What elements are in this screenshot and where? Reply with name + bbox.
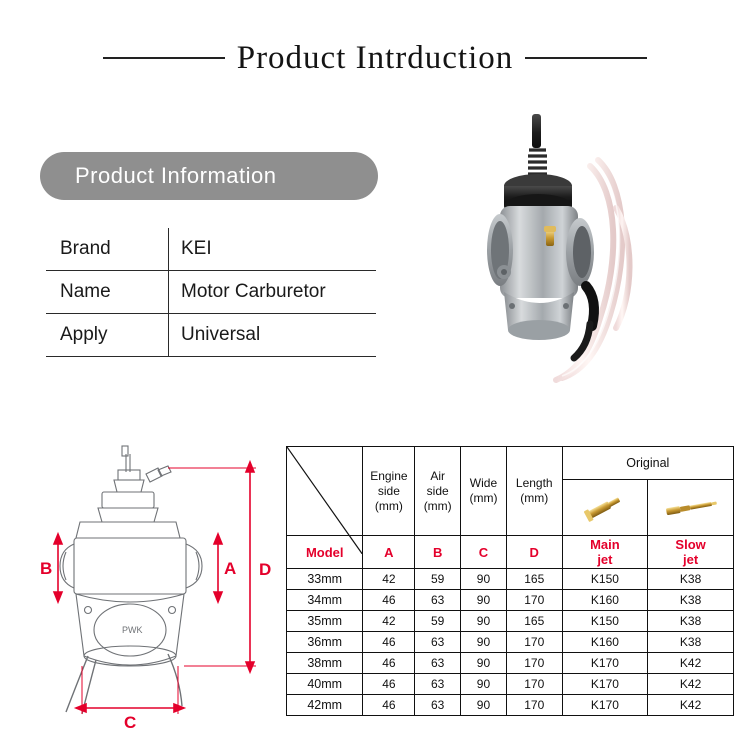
header-air-side [415, 447, 461, 536]
row-0-d: 165 [506, 569, 562, 590]
row-1-d: 170 [506, 590, 562, 611]
row-6-d: 170 [506, 695, 562, 716]
table-row [287, 611, 734, 632]
row-4-main-jet: K170 [562, 653, 648, 674]
header-length [506, 447, 562, 536]
row-2-c: 90 [461, 611, 507, 632]
header-wide-l1: Wide [469, 476, 498, 490]
table-corner-cell [287, 447, 363, 536]
specification-table-wrapper [286, 446, 734, 716]
table-row [287, 674, 734, 695]
row-4-a: 46 [363, 653, 415, 674]
row-5-model: 40mm [287, 674, 363, 695]
row-6-b: 63 [415, 695, 461, 716]
row-5-a: 46 [363, 674, 415, 695]
row-2-d: 165 [506, 611, 562, 632]
row-3-d: 170 [506, 632, 562, 653]
diagonal-divider-icon [287, 447, 362, 554]
row-5-d: 170 [506, 674, 562, 695]
header-air-side-l2: side [426, 483, 449, 498]
row-6-a: 46 [363, 695, 415, 716]
header-original-group: Original [562, 447, 733, 480]
row-0-model: 33mm [287, 569, 363, 590]
letter-slow-jet-l2: jet [683, 552, 699, 567]
header-wide-l2: (mm) [469, 491, 498, 505]
info-value-name: Motor Carburetor [169, 271, 377, 314]
row-2-model: 35mm [287, 611, 363, 632]
row-4-c: 90 [461, 653, 507, 674]
info-key-brand: Brand [46, 228, 169, 271]
page-header [0, 32, 750, 84]
table-row [287, 653, 734, 674]
row-4-d: 170 [506, 653, 562, 674]
header-engine-side-l2: side [377, 483, 400, 498]
page-title: Product Intrduction [236, 39, 514, 76]
row-1-c: 90 [461, 590, 507, 611]
header-wide [461, 447, 507, 536]
row-1-b: 63 [415, 590, 461, 611]
main-jet-icon [576, 492, 634, 522]
header-length-l2: (mm) [520, 491, 549, 505]
carburetor-dimension-drawing [18, 440, 280, 740]
info-key-apply: Apply [46, 314, 169, 357]
row-3-model: 36mm [287, 632, 363, 653]
header-rule-left [103, 57, 225, 59]
row-0-a: 42 [363, 569, 415, 590]
table-row [46, 228, 376, 271]
dimension-label-b: B [40, 559, 53, 578]
slow-jet-image-cell [648, 479, 734, 535]
row-4-model: 38mm [287, 653, 363, 674]
header-air-side-l3: (mm) [423, 498, 452, 513]
table-row [46, 314, 376, 357]
row-6-slow-jet: K42 [648, 695, 734, 716]
throttle-cable-cover [528, 114, 547, 174]
header-engine-side-l3: (mm) [374, 498, 403, 513]
specification-table [286, 446, 734, 716]
row-6-c: 90 [461, 695, 507, 716]
row-0-slow-jet: K38 [648, 569, 734, 590]
row-0-main-jet: K150 [562, 569, 648, 590]
row-5-c: 90 [461, 674, 507, 695]
row-2-b: 59 [415, 611, 461, 632]
header-engine-side [363, 447, 415, 536]
info-key-name: Name [46, 271, 169, 314]
row-5-main-jet: K170 [562, 674, 648, 695]
row-2-a: 42 [363, 611, 415, 632]
letter-slow-jet-l1: Slow [675, 537, 706, 552]
row-2-main-jet: K150 [562, 611, 648, 632]
letter-main-jet [562, 536, 648, 569]
row-3-a: 46 [363, 632, 415, 653]
row-3-slow-jet: K38 [648, 632, 734, 653]
row-1-model: 34mm [287, 590, 363, 611]
header-engine-side-l1: Engine [370, 468, 408, 483]
row-2-slow-jet: K38 [648, 611, 734, 632]
table-row [46, 271, 376, 314]
row-3-c: 90 [461, 632, 507, 653]
product-information-table [46, 228, 376, 357]
table-row [287, 695, 734, 716]
carburetor-body [487, 206, 594, 340]
row-6-model: 42mm [287, 695, 363, 716]
row-1-slow-jet: K38 [648, 590, 734, 611]
drawing-part-text: PWK [122, 625, 143, 635]
header-rule-right [525, 57, 647, 59]
letter-d: D [506, 536, 562, 569]
header-length-l1: Length [515, 476, 553, 490]
info-value-apply: Universal [169, 314, 377, 357]
header-air-side-l1: Air [430, 468, 446, 483]
row-5-b: 63 [415, 674, 461, 695]
table-row [287, 569, 734, 590]
row-3-b: 63 [415, 632, 461, 653]
letter-b: B [415, 536, 461, 569]
slow-jet-icon [656, 494, 726, 520]
letter-slow-jet [648, 536, 734, 569]
table-row [287, 632, 734, 653]
letter-a: A [363, 536, 415, 569]
row-3-main-jet: K160 [562, 632, 648, 653]
letter-main-jet-l1: Main [590, 537, 620, 552]
row-1-main-jet: K160 [562, 590, 648, 611]
letter-model: Model [287, 536, 363, 569]
dimension-label-d: D [259, 560, 272, 579]
product-information-label: Product Information [75, 163, 277, 188]
dimension-label-c: C [124, 713, 137, 732]
row-0-c: 90 [461, 569, 507, 590]
table-header-row-1 [287, 447, 734, 480]
row-0-b: 59 [415, 569, 461, 590]
main-jet-image-cell [562, 479, 648, 535]
row-1-a: 46 [363, 590, 415, 611]
info-value-brand: KEI [169, 228, 377, 271]
row-6-main-jet: K170 [562, 695, 648, 716]
table-row [287, 590, 734, 611]
row-4-b: 63 [415, 653, 461, 674]
letter-c: C [461, 536, 507, 569]
carburetor-product-photo [470, 110, 740, 400]
dimension-label-a: A [224, 559, 237, 578]
row-5-slow-jet: K42 [648, 674, 734, 695]
letter-main-jet-l2: jet [597, 552, 613, 567]
row-4-slow-jet: K42 [648, 653, 734, 674]
product-information-banner [40, 152, 378, 200]
